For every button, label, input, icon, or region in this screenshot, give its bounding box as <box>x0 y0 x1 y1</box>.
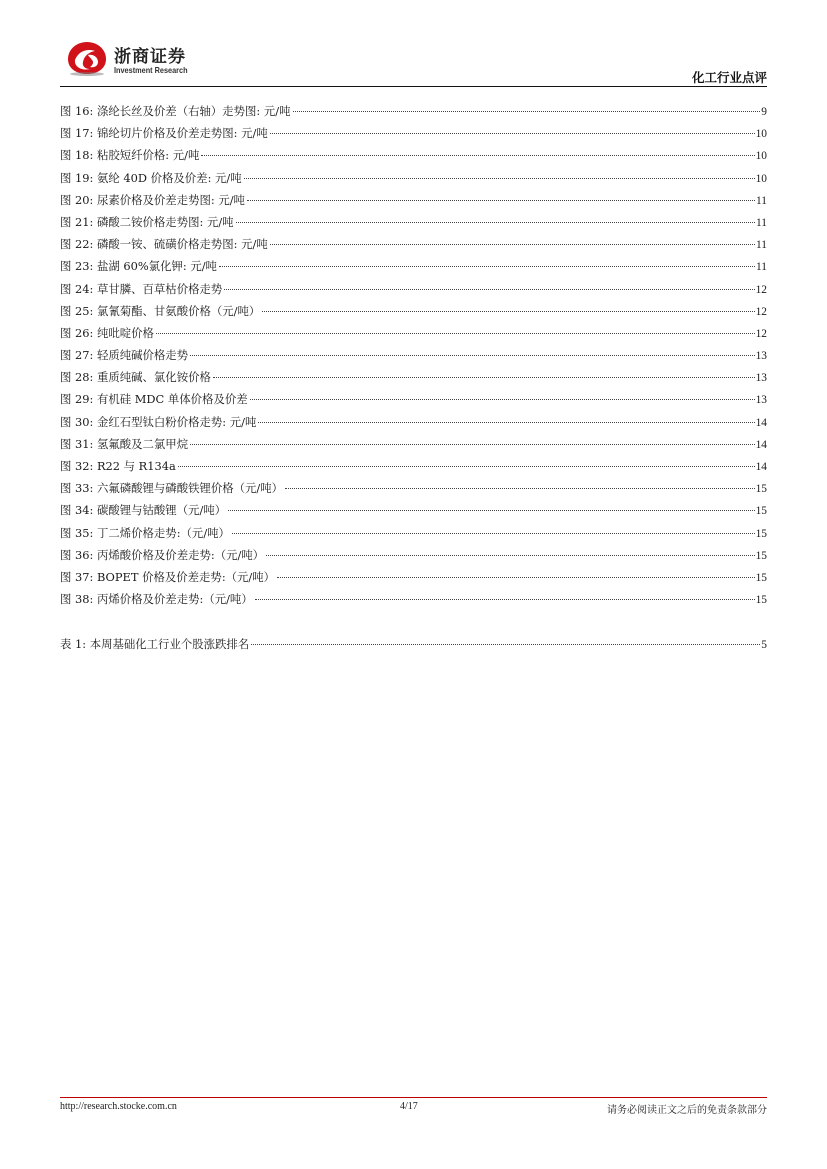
figure-toc-entry[interactable] <box>60 544 767 566</box>
toc-entry-page: 12 <box>755 327 767 340</box>
figure-toc-entry[interactable] <box>60 366 767 388</box>
toc-entry-title: 图 22: 磷酸一铵、硫磺价格走势图: 元/吨 <box>60 237 268 252</box>
toc-entry-title: 表 1: 本周基础化工行业个股涨跌排名 <box>60 637 250 651</box>
figure-toc-entry[interactable] <box>60 211 767 233</box>
dot-leader <box>266 555 755 556</box>
dot-leader <box>213 377 755 378</box>
toc-entry-title: 图 16: 涤纶长丝及价差（右轴）走势图: 元/吨 <box>60 104 291 118</box>
dot-leader <box>285 488 755 489</box>
report-type-label: 化工行业点评 <box>691 70 767 85</box>
figure-toc-entry[interactable] <box>60 433 767 455</box>
dot-leader <box>228 510 755 511</box>
dot-leader <box>258 422 754 423</box>
dot-leader <box>270 133 755 134</box>
figure-toc-entry[interactable] <box>60 189 767 211</box>
figure-toc-entry[interactable] <box>60 300 767 322</box>
toc-entry-page: 11 <box>756 239 767 252</box>
toc-entry-title: 图 25: 氯氰菊酯、甘氨酸价格（元/吨） <box>60 303 261 318</box>
dot-leader <box>219 266 755 267</box>
toc-entry-title: 图 33: 六氟磷酸锂与磷酸铁锂价格（元/吨） <box>60 481 284 496</box>
toc-entry-page: 12 <box>755 305 767 318</box>
figure-toc-entry[interactable] <box>60 100 767 122</box>
figure-toc-entry[interactable] <box>60 167 767 189</box>
dot-leader <box>255 599 755 600</box>
toc-entry-title: 图 29: 有机硅 MDC 单体价格及价差 <box>60 392 248 407</box>
footer-url-link[interactable]: http://research.stocke.com.cn <box>60 1101 177 1112</box>
toc-entry-page: 5 <box>761 639 767 651</box>
figure-toc-entry[interactable] <box>60 388 767 410</box>
figure-toc-entry[interactable] <box>60 122 767 144</box>
toc-entry-title: 图 30: 金红石型钛白粉价格走势: 元/吨 <box>60 414 257 429</box>
figure-toc-entry[interactable] <box>60 278 767 300</box>
figure-toc-entry[interactable] <box>60 233 767 255</box>
dot-leader <box>251 644 760 645</box>
page-footer <box>60 1101 767 1119</box>
dot-leader <box>247 200 755 201</box>
toc-entry-page: 13 <box>755 394 767 407</box>
dot-leader <box>156 333 755 334</box>
toc-entry-page: 10 <box>755 150 767 163</box>
toc-entry-page: 9 <box>761 106 767 118</box>
toc-entry-page: 13 <box>755 372 767 385</box>
toc-entry-page: 11 <box>756 216 767 229</box>
dot-leader <box>293 111 761 112</box>
toc-entry-title: 图 18: 粘胶短纤价格: 元/吨 <box>60 148 200 163</box>
page-header <box>0 0 827 90</box>
figure-toc-entry[interactable] <box>60 144 767 166</box>
dot-leader <box>190 444 755 445</box>
dot-leader <box>270 244 755 245</box>
dot-leader <box>178 466 755 467</box>
toc-entry-page: 15 <box>755 505 767 518</box>
company-logo-icon <box>66 40 108 76</box>
figure-toc-entry[interactable] <box>60 322 767 344</box>
figure-toc-entry[interactable] <box>60 344 767 366</box>
table-list <box>60 633 767 655</box>
toc-entry-title: 图 38: 丙烯价格及价差走势:（元/吨） <box>60 592 253 607</box>
toc-entry-page: 10 <box>755 172 767 185</box>
toc-entry-title: 图 23: 盐湖 60%氯化钾: 元/吨 <box>60 259 217 274</box>
brand-name-cn: 浙商证券 <box>114 47 186 67</box>
figure-toc-entry[interactable] <box>60 588 767 610</box>
toc-entry-title: 图 24: 草甘膦、百草枯价格走势 <box>60 281 223 296</box>
toc-entry-page: 15 <box>755 549 767 562</box>
toc-entry-title: 图 20: 尿素价格及价差走势图: 元/吨 <box>60 192 245 207</box>
toc-entry-title: 图 37: BOPET 价格及价差走势:（元/吨） <box>60 569 276 584</box>
toc-entry-title: 图 26: 纯吡啶价格 <box>60 325 154 340</box>
toc-entry-title: 图 17: 锦纶切片价格及价差走势图: 元/吨 <box>60 126 268 141</box>
figure-list <box>60 100 767 610</box>
toc-entry-title: 图 36: 丙烯酸价格及价差走势:（元/吨） <box>60 547 265 562</box>
toc-entry-page: 14 <box>755 461 767 473</box>
header-divider <box>60 86 767 87</box>
toc-entry-page: 15 <box>755 527 767 540</box>
toc-entry-title: 图 32: R22 与 R134a <box>60 459 176 473</box>
toc-entry-page: 15 <box>755 571 767 584</box>
toc-entry-page: 15 <box>755 483 767 496</box>
footer-divider <box>60 1097 767 1098</box>
dot-leader <box>250 399 755 400</box>
toc-entry-title: 图 21: 磷酸二铵价格走势图: 元/吨 <box>60 214 234 229</box>
page-number: 4/17 <box>400 1101 418 1112</box>
figure-toc-entry[interactable] <box>60 255 767 277</box>
figure-toc-entry[interactable] <box>60 455 767 477</box>
table-toc-entry[interactable] <box>60 633 767 655</box>
figure-toc-entry[interactable] <box>60 499 767 521</box>
toc-entry-page: 15 <box>755 594 767 607</box>
toc-entry-title: 图 31: 氢氟酸及二氯甲烷 <box>60 436 189 451</box>
dot-leader <box>232 533 755 534</box>
dot-leader <box>236 222 755 223</box>
dot-leader <box>262 311 754 312</box>
figure-toc-entry[interactable] <box>60 522 767 544</box>
toc-entry-page: 14 <box>755 416 767 429</box>
figure-toc-entry[interactable] <box>60 566 767 588</box>
toc-entry-title: 图 34: 碳酸锂与钴酸锂（元/吨） <box>60 503 227 518</box>
figure-toc-entry[interactable] <box>60 411 767 433</box>
dot-leader <box>190 355 755 356</box>
toc-entry-page: 12 <box>755 283 767 296</box>
toc-entry-page: 13 <box>755 350 767 363</box>
dot-leader <box>201 155 754 156</box>
footer-disclaimer: 请务必阅读正文之后的免责条款部分 <box>607 1105 767 1116</box>
toc-entry-title: 图 35: 丁二烯价格走势:（元/吨） <box>60 525 230 540</box>
dot-leader <box>244 178 755 179</box>
toc-entry-page: 14 <box>755 438 767 451</box>
toc-entry-page: 10 <box>755 128 767 141</box>
toc-entry-page: 11 <box>756 194 767 207</box>
toc-entry-title: 图 28: 重质纯碱、氯化铵价格 <box>60 370 211 385</box>
toc-entry-title: 图 27: 轻质纯碱价格走势 <box>60 348 189 363</box>
toc-entry-title: 图 19: 氨纶 40D 价格及价差: 元/吨 <box>60 170 242 185</box>
dot-leader <box>277 577 755 578</box>
brand-name-en: Investment Research <box>114 65 188 75</box>
toc-entry-page: 11 <box>756 261 767 274</box>
dot-leader <box>224 289 754 290</box>
figure-toc-entry[interactable] <box>60 477 767 499</box>
